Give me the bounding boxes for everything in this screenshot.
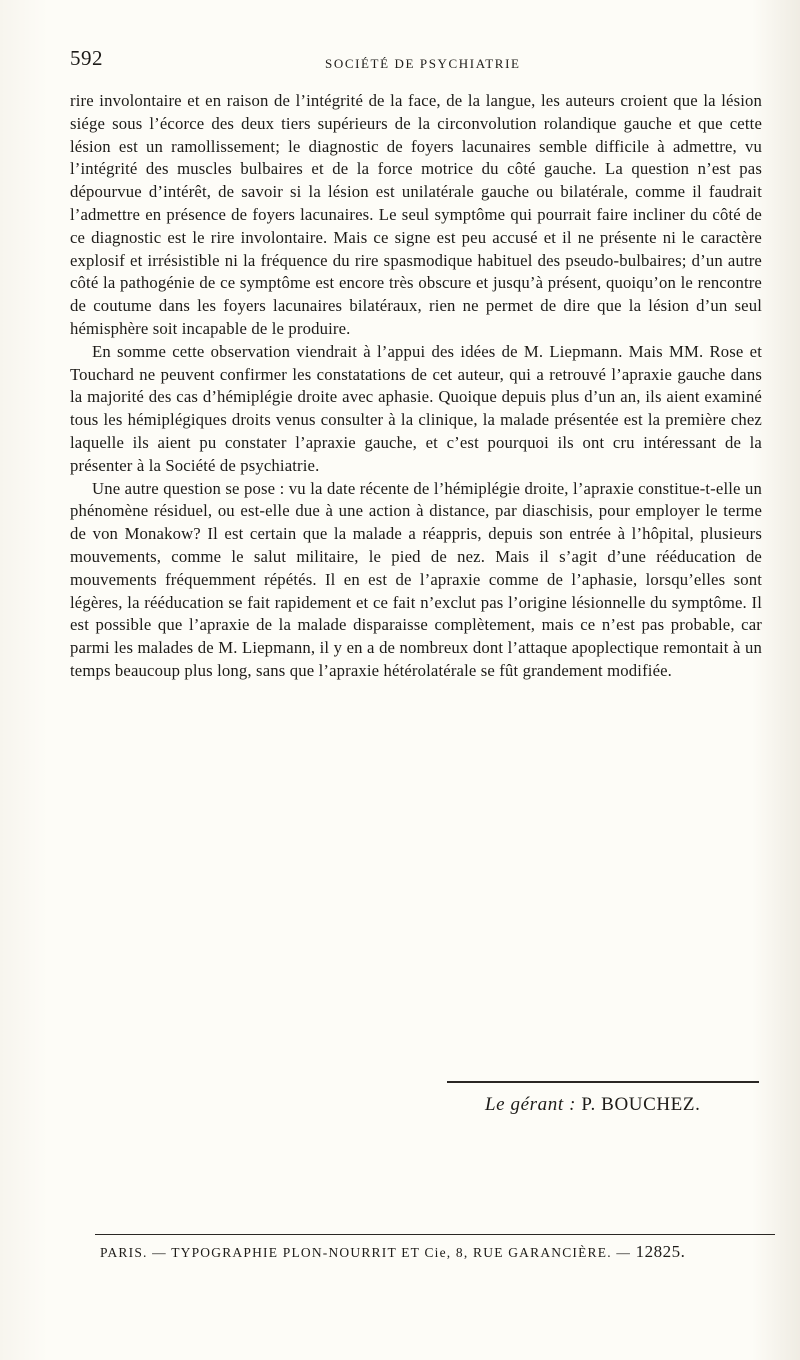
page-number: 592 bbox=[70, 46, 103, 70]
signature-role: Le gérant : bbox=[485, 1094, 577, 1115]
footer-divider bbox=[95, 1234, 775, 1235]
signature-divider bbox=[447, 1081, 759, 1083]
paragraph-1: rire involontaire et en raison de l’intégrité de la face, de la langue, les auteurs croient que la lésion siége sous l’écorce des deux tiers supérieurs de la circonvolution rolandique gauche et que cette lésion est un ramollissement; le diagnostic de foyers lacunaires semble difficile à admettre, vu l’intégrité des muscles bulbaires et de la force motrice du côté gauche. La question n’est pas dépourvue d’intérêt, de savoir si la lésion est unilatérale gauche ou bilatérale, comme il faudrait l’admettre en présence de foyers lacunaires. Le seul symptôme qui pourrait faire incliner du côté de ce diagnostic est le rire involontaire. Mais ce signe est peu accusé et il ne présente ni le caractère explosif et irrésistible ni la fréquence du rire spasmodique habituel des pseudo-bulbaires; d’un autre côté la pathogénie de ce symptôme est encore très obscure et jusqu’à présent, quoiqu’on le rencontre de coutume dans les foyers lacunaires bilatéraux, rien ne permet de dire que la lésion d’un seul hémisphère soit incapable de le produire. bbox=[70, 91, 762, 338]
running-title: SOCIÉTÉ DE PSYCHIATRIE bbox=[325, 56, 521, 71]
printer-imprint bbox=[100, 1242, 740, 1262]
paragraph-3: Une autre question se pose : vu la date récente de l’hémiplégie droite, l’apraxie constitue-t-elle un phénomène résiduel, ou est-elle due à une action à distance, par diaschisis, pour employer le terme de von Monakow? Il est certain que la malade a réappris, depuis son entrée à l’hôpital, plusieurs mouvements, comme le salut militaire, le pied de nez. Mais il s’agit d’une rééducation de mouvements fréquemment répétés. Il en est de l’apraxie comme de l’aphasie, lorsqu’elles sont légères, la rééducation se fait rapidement et ce fait n’exclut pas l’origine lésionnelle du symptôme. Il est possible que l’apraxie de la malade disparaisse complètement, mais ce n’est pas probable, car parmi les malades de M. Liepmann, il y en a de nombreux dont l’attaque apoplectique remontait à un temps beaucoup plus long, sans que l’apraxie hétérolatérale se fût grandement modifiée. bbox=[70, 478, 762, 680]
running-head bbox=[70, 46, 770, 74]
signature-name: P. BOUCHEZ. bbox=[581, 1094, 701, 1115]
imprint-number: 12825. bbox=[635, 1242, 686, 1261]
signature-line bbox=[485, 1094, 700, 1116]
article-body bbox=[70, 90, 762, 683]
imprint-text: PARIS. — TYPOGRAPHIE PLON-NOURRIT ET Cie, 8, RUE GARANCIÈRE. — bbox=[100, 1245, 632, 1260]
paragraph-2: En somme cette observation viendrait à l’appui des idées de M. Liepmann. Mais MM. Rose et Touchard ne peuvent confirmer les constatations de cet auteur, qui a retrouvé l’apraxie gauche dans la majorité des cas d’hémiplégie droite avec aphasie. Quoique depuis plus d’un an, ils aient examiné tous les hémiplégiques droits venus consulter à la clinique, la malade présentée est la première chez laquelle ils aient pu constater l’apraxie gauche, et c’est pourquoi ils ont cru intéressant de la présenter à la Société de psychiatrie. bbox=[70, 341, 762, 475]
